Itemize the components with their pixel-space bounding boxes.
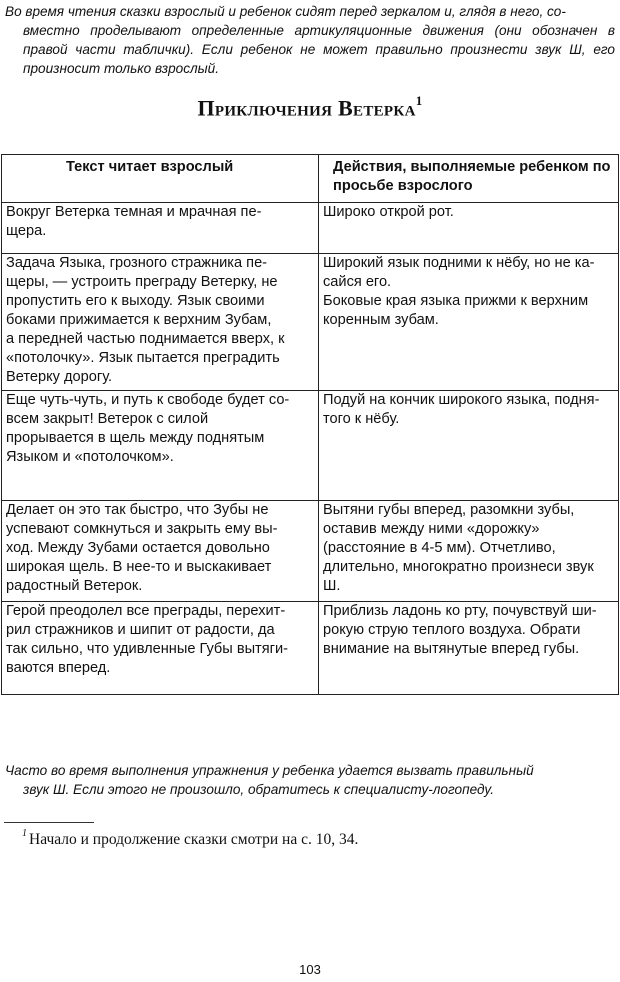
note-line-1: Часто во время выполнения упражнения у ребенка удается вызвать правильный — [5, 763, 534, 778]
intro-paragraph — [5, 2, 615, 78]
row-adult-text: Еще чуть-чуть, и путь к свободе будет со- всем закрыт! Ветерок с силой прорывается в щель между поднятым Языком и «потолочком». — [2, 391, 319, 501]
title-text: Приключения Ветерка — [197, 95, 416, 121]
row-child-action: Вытяни губы вперед, разомкни зубы, оставив между ними «дорожку» (расстояние в 4-5 мм). Отчетливо, длительно, многократно произнеси звук Ш. — [319, 501, 619, 602]
row-child-action: Подуй на кончик широкого языка, подня- того к нёбу. — [319, 391, 619, 501]
page-title — [0, 95, 620, 121]
table-row — [2, 254, 619, 391]
footnote-divider — [4, 822, 94, 823]
story-table — [1, 154, 619, 695]
row-child-action: Широко открой рот. — [319, 203, 619, 254]
table-row — [2, 602, 619, 695]
title-footnote-mark: 1 — [415, 93, 423, 108]
row-child-action: Широкий язык подними к нёбу, но не ка- сайся его. Боковые края языка прижми к верхним коренным зубам. — [319, 254, 619, 391]
note-line-2: звук Ш. Если этого не произошло, обратитесь к специалисту-логопеду. — [23, 782, 495, 797]
row-adult-text: Герой преодолел все преграды, перехит- рил стражников и шипит от радости, да так сильно, что удивленные Губы вытяги- ваются вперед. — [2, 602, 319, 695]
footnote-text: Начало и продолжение сказки смотри на с. 10, 34. — [29, 831, 359, 849]
table-row — [2, 203, 619, 254]
header-right: Действия, выполняемые ребенком по просьбе взрослого — [319, 155, 619, 203]
footnote — [22, 830, 358, 849]
row-adult-text: Вокруг Ветерка темная и мрачная пе- щера. — [2, 203, 319, 254]
row-adult-text: Делает он это так быстро, что Зубы не успевают сомкнуться и закрыть ему вы- ход. Между Зубами остается довольно широкая щель. В нее-то и выскакивает радостный Ветерок. — [2, 501, 319, 602]
intro-continuation: вместно проделывают определенные артикуляционные движения (они обозначен в правой части таблички). Если ребенок не может правильно произнести звук Ш, его произносит только взрослый. — [23, 23, 615, 76]
intro-first-line: Во время чтения сказки взрослый и ребенок сидят перед зеркалом и, глядя в него, со- — [5, 4, 566, 19]
row-child-action: Приблизь ладонь ко рту, почувствуй ши- рокую струю теплого воздуха. Обрати внимание на вытянутые вперед губы. — [319, 602, 619, 695]
table-row — [2, 391, 619, 501]
table-row — [2, 501, 619, 602]
footnote-mark: 1 — [22, 828, 27, 839]
page-number: 103 — [299, 962, 321, 977]
row-adult-text: Задача Языка, грозного стражника пе- щеры, — устроить преграду Ветерку, не пропустить его к выходу. Язык своими боками прижимается к верхним Зубам, а передней частью поднимается вверх, к «потолочку». Язык пытается преградить Ветерку дорогу. — [2, 254, 319, 391]
closing-note — [5, 761, 610, 799]
table-header-row — [2, 155, 619, 203]
header-left: Текст читает взрослый — [2, 155, 319, 203]
